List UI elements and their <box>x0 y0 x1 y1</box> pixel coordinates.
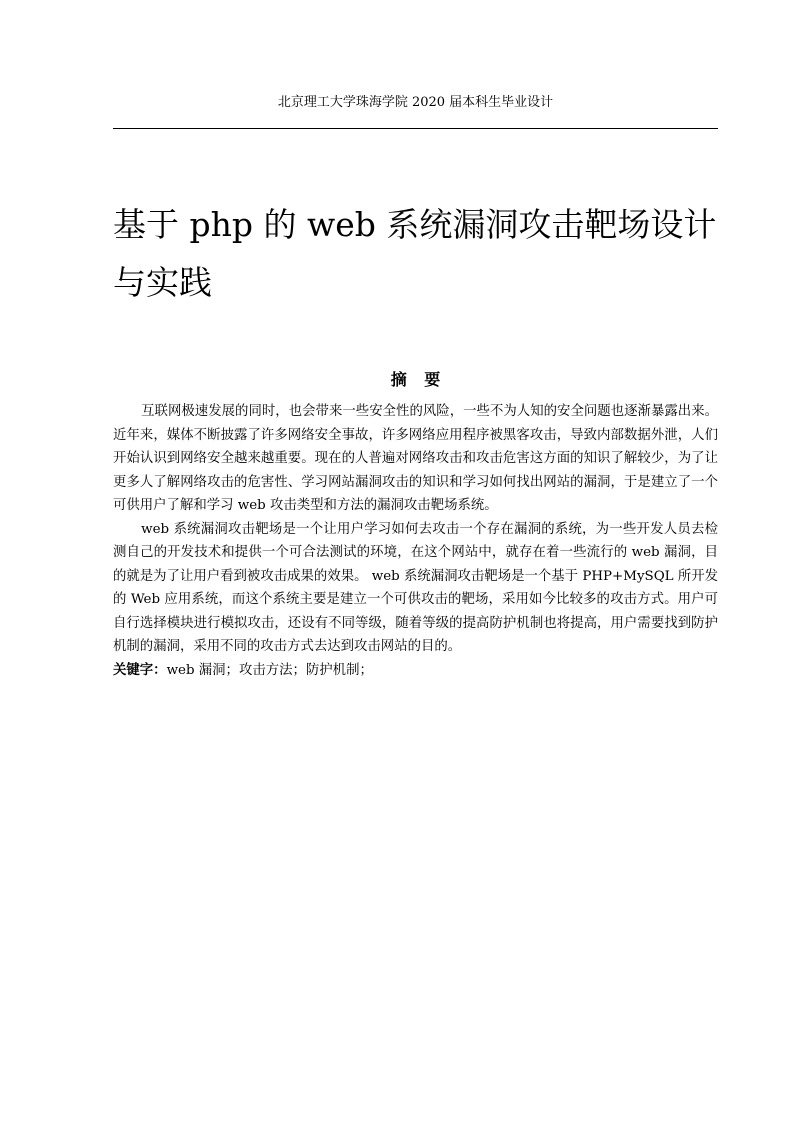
abstract-paragraph-2: web 系统漏洞攻击靶场是一个让用户学习如何去攻击一个存在漏洞的系统，为一些开发人员去检测自己的开发技术和提供一个可合法测试的环境，在这个网站中，就存在着一些流行的 web 漏洞，目的就是为了让用户看到被攻击成果的效果。 web 系统漏洞攻击靶场是一个基于 PHP+MySQL 所开发的 Web 应用系统，而这个系统主要是建立一个可供攻击的靶场，采用如今比较多的攻击方式。用户可自行选择模块进行模拟攻击，还设有不同等级，随着等级的提高防护机制也将提高，用户需要找到防护机制的漏洞，采用不同的攻击方式去达到攻击网站的目的。 <box>113 521 718 654</box>
header-rule <box>113 128 718 129</box>
abstract-body <box>113 400 718 682</box>
keywords-text: web 漏洞；攻击方法；防护机制； <box>166 662 373 678</box>
thesis-title <box>113 196 725 312</box>
abstract-heading: 摘要 <box>390 370 458 389</box>
keywords-label: 关键字： <box>113 662 167 678</box>
title-line-2: 与实践 <box>113 263 212 302</box>
running-header: 北京理工大学珠海学院 2020 届本科生毕业设计 <box>277 95 554 110</box>
keywords-line <box>113 659 718 683</box>
title-line-1: 基于 php 的 web 系统漏洞攻击靶场设计 <box>113 205 717 244</box>
abstract-paragraph-1: 互联网极速发展的同时，也会带来一些安全性的风险，一些不为人知的安全问题也逐渐暴露出来。近年来，媒体不断披露了许多网络安全事故，许多网络应用程序被黑客攻击，导致内部数据外泄，人们开始认识到网络安全越来越重要。现在的人普遍对网络攻击和攻击危害这方面的知识了解较少，为了让更多人了解网络攻击的危害性、学习网站漏洞攻击的知识和学习如何找出网站的漏洞，于是建立了一个可供用户了解和学习 web 攻击类型和方法的漏洞攻击靶场系统。 <box>113 404 718 513</box>
